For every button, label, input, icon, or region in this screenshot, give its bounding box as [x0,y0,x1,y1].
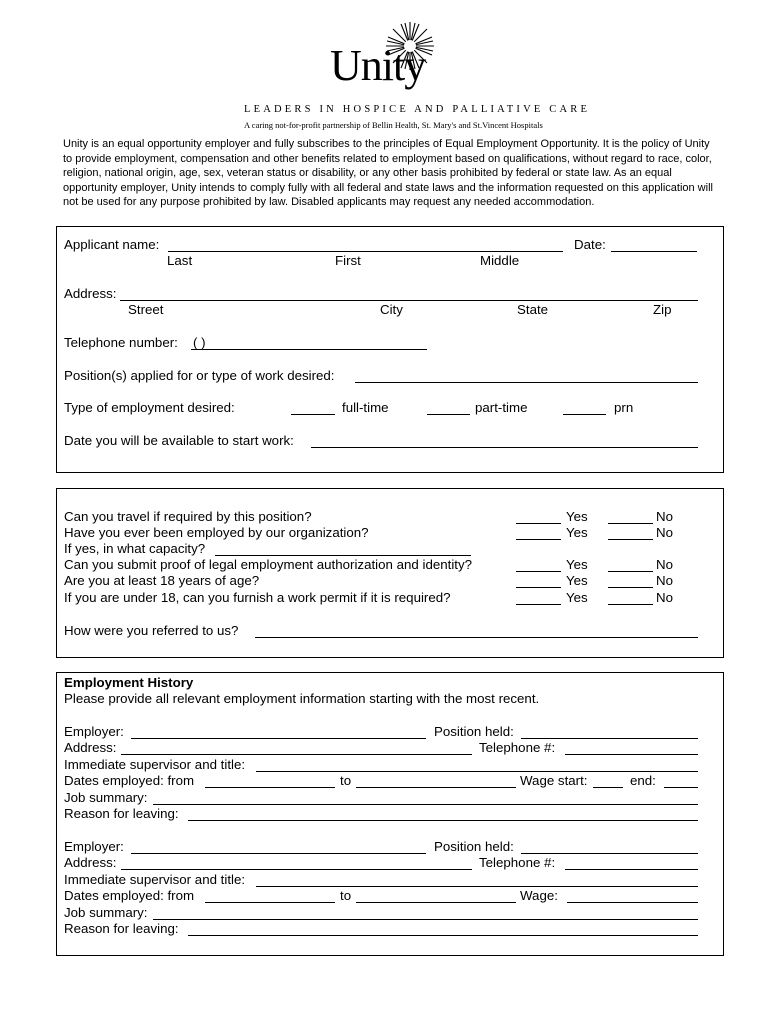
question-travel: Can you travel if required by this position? [64,509,312,524]
part-time-label: part-time [475,400,528,415]
date-field[interactable] [611,251,697,252]
employer-label: Employer: [64,839,124,854]
address-part-street: Street [128,302,164,317]
employment-history-section [56,672,724,956]
travel-yes-blank[interactable] [516,523,561,524]
dates-to-label: to [340,773,352,788]
full-time-label: full-time [342,400,389,415]
dates-employed-label: Dates employed: from [64,888,195,903]
question-capacity: If yes, in what capacity? [64,541,206,556]
reason-leaving-1-field[interactable] [188,820,698,821]
name-part-middle: Middle [480,253,520,268]
eeo-statement: Unity is an equal opportunity employer and fully subscribes to the principles of Equal Employment Opportunity. It is the policy of Unity to provide employment, compensation and other benefits related to employment based on qualifications, without regard to race, color, religion, national origin, age, sex, veteran status or disability, or any other basis prohibited by federal or state law. As an equal opportunity employer, Unity intends to comply fully with all federal and state laws and the information requested on this application will not be used for any purpose prohibited by law. Disabled applicants may request any needed accommodation. [63,138,713,209]
applicant-section [56,226,724,473]
yes-label: Yes [566,525,588,540]
age-yes-blank[interactable] [516,587,561,588]
part-time-blank[interactable] [427,414,470,415]
dates-to-2-field[interactable] [356,902,516,903]
referral-field[interactable] [255,637,698,638]
position-label: Position(s) applied for or type of work desired: [64,368,335,383]
reason-leaving-2-field[interactable] [188,935,698,936]
employer-address-1-field[interactable] [121,754,472,755]
supervisor-2-field[interactable] [256,886,698,887]
start-date-label: Date you will be available to start work: [64,433,294,448]
supervisor-label: Immediate supervisor and title: [64,872,246,887]
question-work-permit: If you are under 18, can you furnish a work permit if it is required? [64,590,451,605]
wage-2-field[interactable] [567,902,698,903]
name-part-last: Last [167,253,193,268]
age-no-blank[interactable] [608,587,653,588]
position-held-1-field[interactable] [521,738,698,739]
tagline: LEADERS IN HOSPICE AND PALLIATIVE CARE [244,104,591,115]
subtagline: A caring not-for-profit partnership of Bellin Health, St. Mary's and St.Vincent Hospitals [244,120,543,130]
wage-end-label: end: [630,773,656,788]
applicant-name-field[interactable] [168,251,563,252]
supervisor-1-field[interactable] [256,771,698,772]
applicant-name-label: Applicant name: [64,237,160,252]
employment-type-label: Type of employment desired: [64,400,235,415]
full-time-blank[interactable] [291,414,335,415]
employer-telephone-label: Telephone #: [479,740,556,755]
employer-telephone-1-field[interactable] [565,754,698,755]
prior-yes-blank[interactable] [516,539,561,540]
position-held-label: Position held: [434,839,514,854]
employer-label: Employer: [64,724,124,739]
question-age: Are you at least 18 years of age? [64,573,260,588]
no-label: No [656,525,673,540]
address-part-zip: Zip [653,302,672,317]
position-held-label: Position held: [434,724,514,739]
yes-label: Yes [566,557,588,572]
telephone-field[interactable] [191,349,427,350]
employer-telephone-label: Telephone #: [479,855,556,870]
name-part-first: First [335,253,361,268]
employer-telephone-2-field[interactable] [565,869,698,870]
authorization-no-blank[interactable] [608,571,653,572]
telephone-label: Telephone number: [64,335,178,350]
prior-no-blank[interactable] [608,539,653,540]
job-summary-label: Job summary: [64,905,148,920]
supervisor-label: Immediate supervisor and title: [64,757,246,772]
employer-address-2-field[interactable] [121,869,472,870]
yes-label: Yes [566,509,588,524]
history-title: Employment History [64,675,194,690]
telephone-area-code: ( ) [193,335,206,350]
start-date-field[interactable] [311,447,698,448]
dates-from-2-field[interactable] [205,902,335,903]
no-label: No [656,573,673,588]
authorization-yes-blank[interactable] [516,571,561,572]
capacity-field[interactable] [215,555,471,556]
yes-label: Yes [566,573,588,588]
referral-label: How were you referred to us? [64,623,239,638]
history-instruction: Please provide all relevant employment information starting with the most recent. [64,691,540,706]
permit-yes-blank[interactable] [516,604,561,605]
employer-2-field[interactable] [131,853,426,854]
employer-address-label: Address: [64,740,117,755]
questions-section [56,488,724,658]
travel-no-blank[interactable] [608,523,653,524]
wage-start-label: Wage start: [520,773,588,788]
employer-address-label: Address: [64,855,117,870]
reason-leaving-label: Reason for leaving: [64,806,179,821]
logo-text: Unity [330,41,426,90]
job-summary-1-field[interactable] [153,804,698,805]
position-field[interactable] [355,382,698,383]
wage-end-1-field[interactable] [664,787,698,788]
job-summary-label: Job summary: [64,790,148,805]
prn-blank[interactable] [563,414,606,415]
job-summary-2-field[interactable] [153,919,698,920]
dates-to-label: to [340,888,352,903]
address-field[interactable] [120,300,698,301]
wage-start-1-field[interactable] [593,787,623,788]
question-authorization: Can you submit proof of legal employment authorization and identity? [64,557,473,572]
reason-leaving-label: Reason for leaving: [64,921,179,936]
permit-no-blank[interactable] [608,604,653,605]
position-held-2-field[interactable] [521,853,698,854]
no-label: No [656,590,673,605]
no-label: No [656,509,673,524]
prn-label: prn [614,400,634,415]
date-label: Date: [574,237,606,252]
address-part-state: State [517,302,549,317]
dates-to-1-field[interactable] [356,787,516,788]
dates-employed-label: Dates employed: from [64,773,195,788]
no-label: No [656,557,673,572]
address-part-city: City [380,302,403,317]
dates-from-1-field[interactable] [205,787,335,788]
address-label: Address: [64,286,117,301]
question-prior-employment: Have you ever been employed by our organization? [64,525,369,540]
employer-1-field[interactable] [131,738,426,739]
wage-label: Wage: [520,888,558,903]
yes-label: Yes [566,590,588,605]
